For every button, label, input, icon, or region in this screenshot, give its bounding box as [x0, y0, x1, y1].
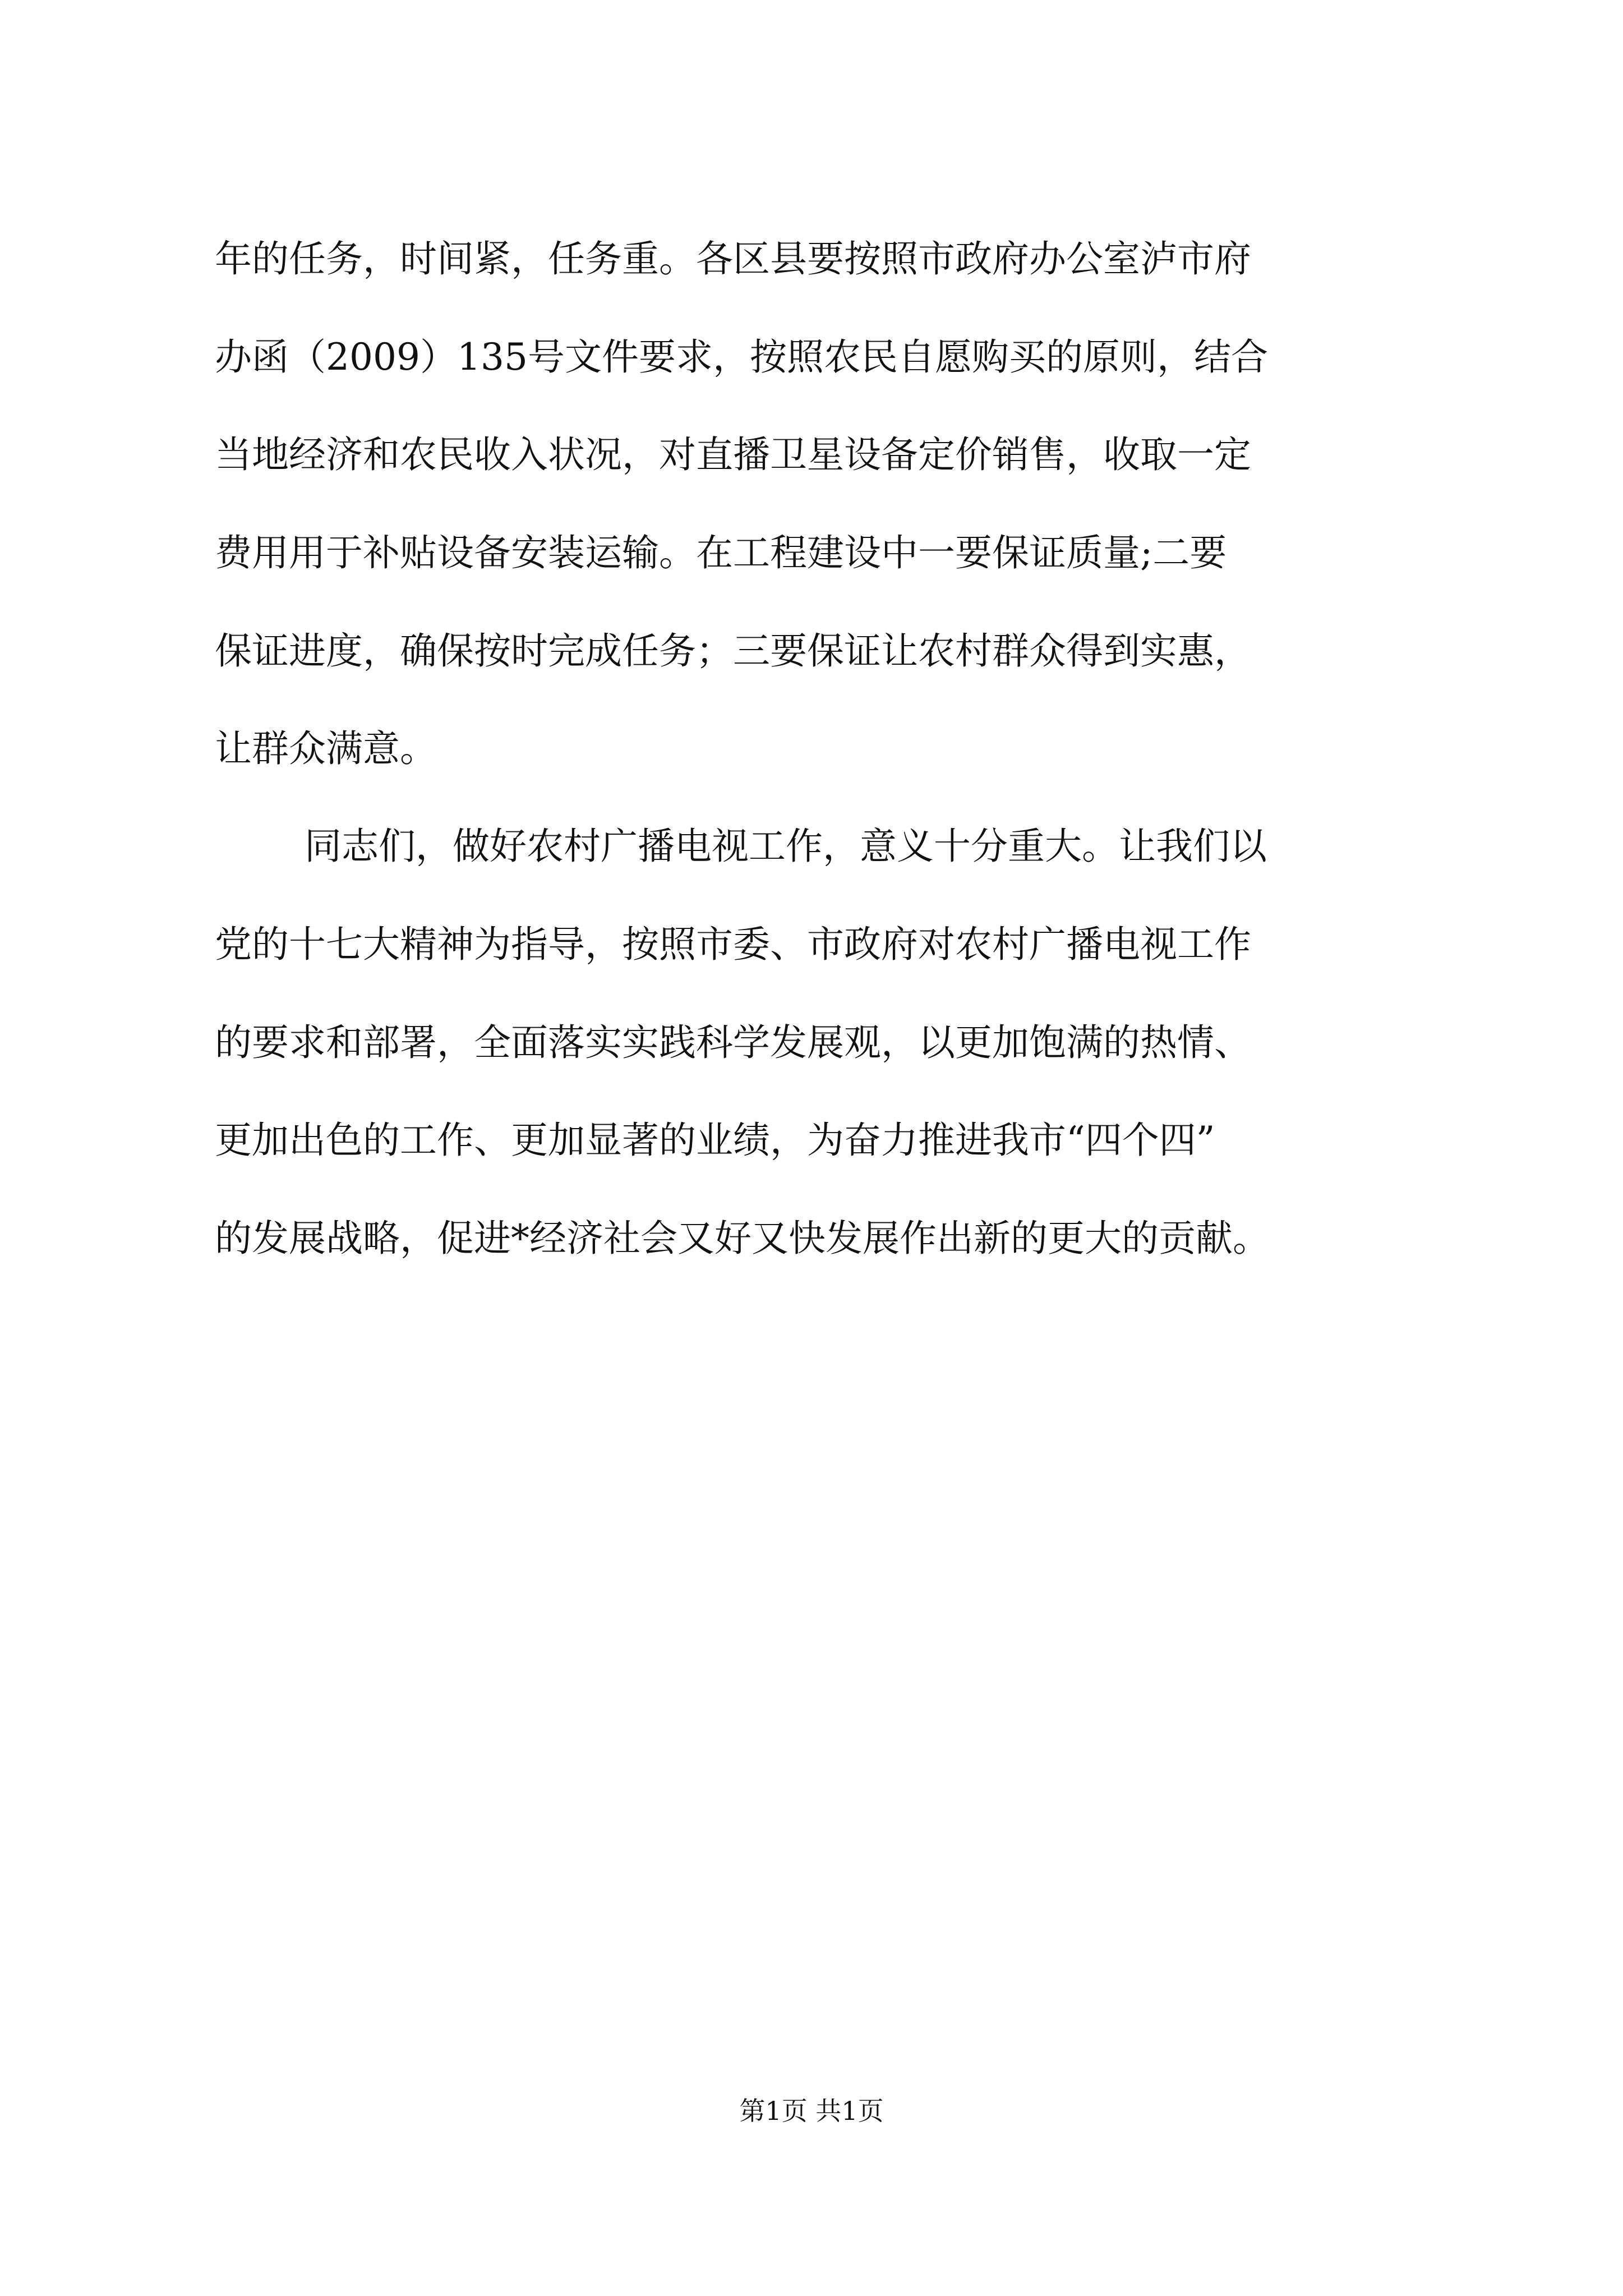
paragraph-1-line-5: 保证进度，确保按时完成任务；三要保证让农村群众得到实惠， [215, 629, 1251, 673]
paragraph-1-line-1: 年的任务，时间紧，任务重。各区县要按照市政府办公室泸市府 [215, 237, 1251, 280]
paragraph-2-line-5: 的发展战略，促进*经济社会又好又快发展作出新的更大的贡献。 [215, 1217, 1270, 1260]
paragraph-1-line-4: 费用用于补贴设备安装运输。在工程建设中一要保证质量;二要 [215, 531, 1227, 574]
paragraph-1-line-3: 当地经济和农民收入状况，对直播卫星设备定价销售，收取一定 [215, 433, 1251, 476]
paragraph-2-line-3: 的要求和部署，全面落实实践科学发展观，以更加饱满的热情、 [215, 1021, 1251, 1064]
page-number-footer: 第1页 共1页 [739, 2096, 884, 2126]
paragraph-1-line-6: 让群众满意。 [215, 727, 437, 770]
paragraph-2-line-1: 同志们，做好农村广播电视工作，意义十分重大。让我们以 [305, 825, 1267, 868]
paragraph-1-line-2: 办函（2009）135号文件要求，按照农民自愿购买的原则，结合 [215, 335, 1268, 379]
paragraph-2-line-4: 更加出色的工作、更加显著的业绩，为奋力推进我市“四个四” [215, 1119, 1215, 1162]
paragraph-2-line-2: 党的十七大精神为指导，按照市委、市政府对农村广播电视工作 [215, 923, 1251, 966]
